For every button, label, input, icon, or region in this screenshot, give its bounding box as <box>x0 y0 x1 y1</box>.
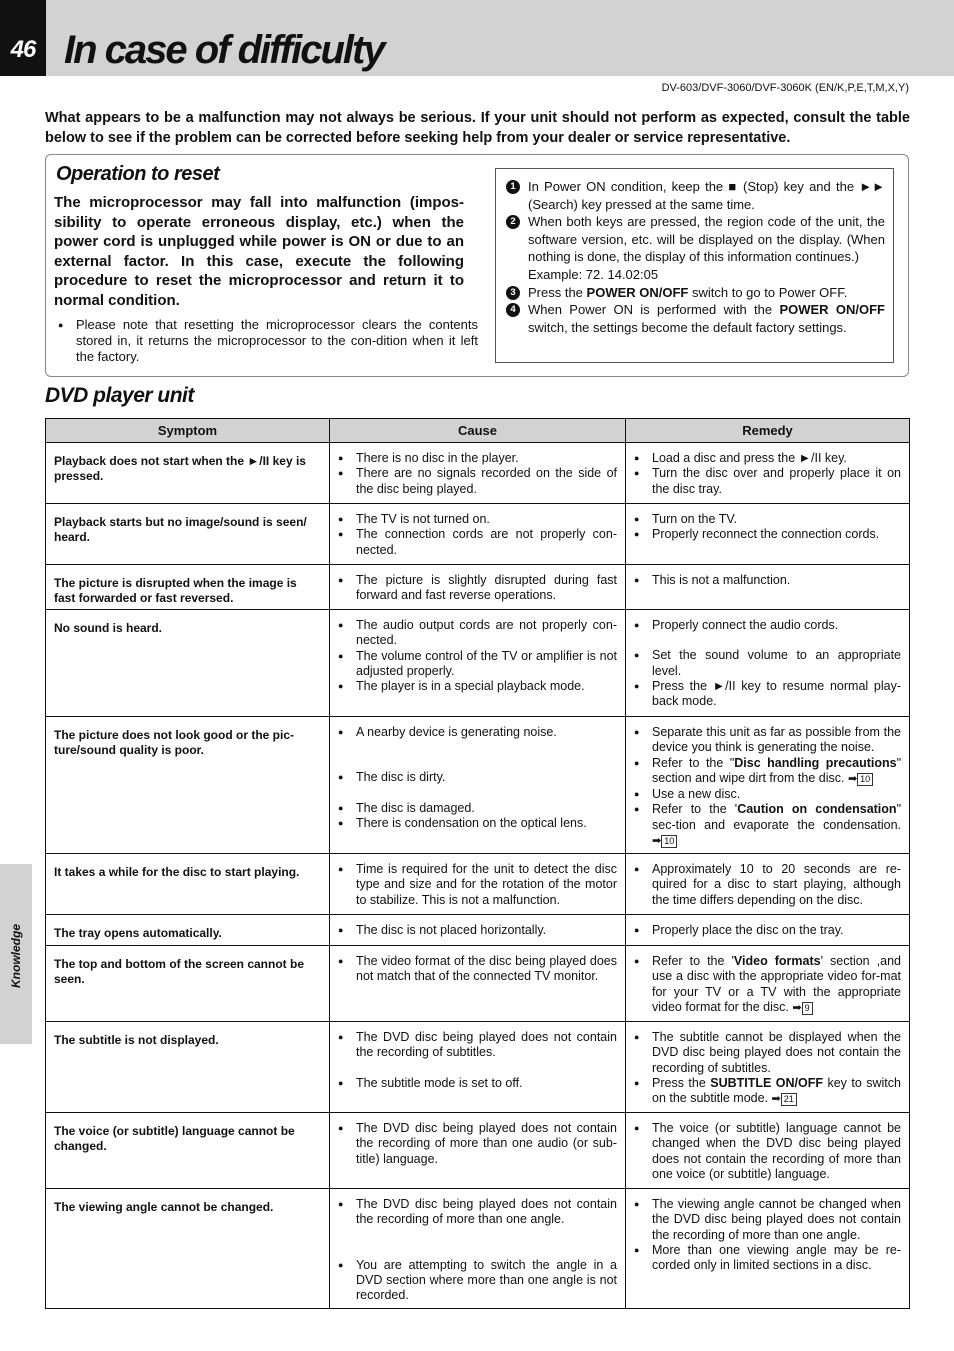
symptom-cell: No sound is heard. <box>46 610 330 717</box>
column-header-remedy: Remedy <box>626 419 910 443</box>
step-number-icon: 4 <box>506 303 520 317</box>
cause-cell <box>330 443 626 504</box>
remedy-cell <box>626 504 910 565</box>
column-header-symptom: Symptom <box>46 419 330 443</box>
remedy-item: ● More than one viewing angle may be re-corded only in limited sections in a disc. <box>634 1243 901 1274</box>
cause-item: ● There is no disc in the player. <box>338 451 617 466</box>
remedy-text: " section and wipe dirt from the disc. <box>652 755 901 785</box>
page-reference: ➡ 21 <box>772 1093 797 1105</box>
reset-description: The microprocessor may fall into malfunction (impos-sibility to operate erroneous display, etc.) when the power cord is unplugged while power is ON or due to an external factor. In this case, execute the following procedure to reset the microprocessor and return it to normal condition. <box>54 194 464 309</box>
cause-item: ● The player is in a special playback mode. <box>338 679 617 694</box>
reset-step <box>506 213 885 266</box>
remedy-text: Press the <box>652 1075 711 1090</box>
remedy-cell <box>626 854 910 915</box>
cause-cell <box>330 610 626 717</box>
step-text: Press the <box>528 284 587 300</box>
remedy-item: ● Press the ►/II key to resume normal play-back mode. <box>634 679 901 710</box>
step-number-icon: 3 <box>506 286 520 300</box>
intro-paragraph: What appears to be a malfunction may not always be serious. If your unit should not perform as expected, consult the table below to see if the problem can be corrected before seeking help from your dealer or service representative. <box>45 110 910 146</box>
symptom-cell: The subtitle is not displayed. <box>46 1022 330 1113</box>
cause-item: ● The subtitle mode is set to off. <box>338 1076 617 1091</box>
remedy-item: ● Turn the disc over and properly place it on the disc tray. <box>634 466 901 497</box>
remedy-key-label: SUBTITLE ON/OFF <box>710 1075 824 1090</box>
table-row <box>46 504 910 565</box>
remedy-cell <box>626 915 910 946</box>
cause-item: ● You are attempting to switch the angle in a DVD section where more than one angle is not recorded. <box>338 1258 617 1304</box>
cause-cell <box>330 1113 626 1189</box>
cause-cell <box>330 1022 626 1113</box>
cause-item: ● The disc is damaged. <box>338 801 617 816</box>
table-row <box>46 915 910 946</box>
cause-item: ● The DVD disc being played does not contain the recording of more than one angle. <box>338 1197 617 1228</box>
remedy-text: key to switch on the subtitle mode. <box>652 1075 901 1106</box>
table-row <box>46 1189 910 1309</box>
remedy-cell <box>626 946 910 1022</box>
cause-item: ● There is condensation on the optical lens. <box>338 816 617 831</box>
page-number: 46 <box>10 36 36 63</box>
remedy-cell <box>626 1022 910 1113</box>
page-reference: ➡ 10 <box>652 835 677 847</box>
page-reference-number: 10 <box>857 773 873 786</box>
remedy-item: ● Separate this unit as far as possible from the device you think is generating the noise. <box>634 725 901 756</box>
remedy-item <box>634 1076 901 1108</box>
reset-step-example <box>506 266 885 284</box>
cause-item: ● The DVD disc being played does not contain the recording of subtitles. <box>338 1030 617 1061</box>
symptom-cell: The picture does not look good or the pic-ture/sound quality is poor. <box>46 717 330 854</box>
symptom-cell: The top and bottom of the screen cannot be seen. <box>46 946 330 1022</box>
step-text: switch, the settings become the default factory settings. <box>528 319 847 335</box>
step-key-label: POWER ON/OFF <box>586 284 689 300</box>
table-row <box>46 1022 910 1113</box>
remedy-section-name: Disc handling precautions <box>734 755 897 770</box>
page-title: In case of difficulty <box>64 28 384 72</box>
symptom-cell: Playback starts but no image/sound is seen/ heard. <box>46 504 330 565</box>
symptom-cell: The picture is disrupted when the image is fast forwarded or fast reversed. <box>46 565 330 610</box>
remedy-text: Refer to the ' <box>652 954 734 968</box>
table-row <box>46 1113 910 1189</box>
remedy-item: ● Set the sound volume to an appropriate level. <box>634 648 901 679</box>
page-reference-number: 10 <box>661 835 677 848</box>
cause-item: ● The disc is not placed horizontally. <box>338 923 617 938</box>
table-row <box>46 610 910 717</box>
step-text: In Power ON condition, keep the ■ (Stop) key and the ►► (Search) key pressed at the same time. <box>528 179 885 212</box>
reset-step <box>506 301 885 336</box>
symptom-cell: The viewing angle cannot be changed. <box>46 1189 330 1309</box>
cause-item: ● The volume control of the TV or amplifier is not adjusted properly. <box>338 649 617 680</box>
remedy-item: ● Approximately 10 to 20 seconds are re-quired for a disc to start playing, although the time differs depending on the disc. <box>634 862 901 908</box>
reset-section <box>45 154 909 377</box>
cause-item: ● The DVD disc being played does not contain the recording of more than one audio (or sub-title) language. <box>338 1121 617 1167</box>
step-key-label: POWER ON/OFF <box>779 302 885 318</box>
cause-cell <box>330 565 626 610</box>
cause-item: ● Time is required for the unit to detect the disc type and size and for the rotation of the motor to stabilize. This is not a malfunction. <box>338 862 617 908</box>
remedy-cell <box>626 610 910 717</box>
remedy-item: ● Properly reconnect the connection cords. <box>634 527 901 542</box>
step-text: Example: 72. 14.02:05 <box>528 266 659 282</box>
remedy-item: ● The subtitle cannot be displayed when the DVD disc being played does not contain the recording of subtitles. <box>634 1030 901 1076</box>
remedy-item: ● The voice (or subtitle) language cannot be changed when the DVD disc being played does not contain the recording of more than one voice (or subtitle) language. <box>634 1121 901 1182</box>
reset-title: Operation to reset <box>56 163 220 185</box>
page-reference-number: 21 <box>781 1093 797 1106</box>
reset-step <box>506 284 885 302</box>
remedy-cell <box>626 565 910 610</box>
step-text: When both keys are pressed, the region code of the unit, the software version, etc. will be displayed on the display. (When nothing is done, the display of this information continues.) <box>528 214 885 265</box>
step-text: switch to go to Power OFF. <box>688 284 848 300</box>
cause-item: ● The connection cords are not properly con-nected. <box>338 527 617 558</box>
side-tab <box>0 864 32 1044</box>
remedy-section-name: Video formats <box>733 954 821 968</box>
cause-cell <box>330 504 626 565</box>
remedy-cell <box>626 443 910 504</box>
page-reference: ➡ 9 <box>792 1002 812 1014</box>
remedy-item <box>634 802 901 849</box>
remedy-item: ● Use a new disc. <box>634 787 901 802</box>
cause-cell <box>330 854 626 915</box>
side-tab-label: Knowledge <box>9 923 23 989</box>
remedy-text: " sec-tion and evaporate the condensation. <box>652 802 901 832</box>
remedy-text: ' section ,and use a disc with the appropriate video for-mat for your TV or a TV with the appropriate video format for the disc. <box>652 954 901 1014</box>
remedy-section-name: Caution on condensation <box>737 802 897 817</box>
symptom-cell: It takes a while for the disc to start playing. <box>46 854 330 915</box>
remedy-text: Refer to the " <box>652 755 735 770</box>
cause-cell <box>330 717 626 854</box>
cause-item: ● A nearby device is generating noise. <box>338 725 617 740</box>
remedy-item: ● The viewing angle cannot be changed when the DVD disc being played does not contain the recording of more than one angle. <box>634 1197 901 1243</box>
cause-item: ● The audio output cords are not properly con-nected. <box>338 618 617 649</box>
reset-note: ● Please note that resetting the microprocessor clears the contents stored in, it returns the microprocessor to the con-dition when it left the factory. <box>58 317 478 365</box>
remedy-text: Refer to the ' <box>652 802 738 817</box>
column-header-cause: Cause <box>330 419 626 443</box>
remedy-cell <box>626 1113 910 1189</box>
cause-item: ● There are no signals recorded on the side of the disc being played. <box>338 466 617 497</box>
cause-cell <box>330 1189 626 1309</box>
remedy-item: ● This is not a malfunction. <box>634 573 901 588</box>
table-row <box>46 443 910 504</box>
reset-steps <box>495 168 894 363</box>
step-number-icon: 1 <box>506 180 520 194</box>
reset-step <box>506 178 885 213</box>
cause-item: ● The picture is slightly disrupted during fast forward and fast reverse operations. <box>338 573 617 604</box>
table-row <box>46 946 910 1022</box>
model-number: DV-603/DVF-3060/DVF-3060K (EN/K,P,E,T,M,X,Y) <box>661 82 909 94</box>
cause-cell <box>330 915 626 946</box>
symptom-cell: Playback does not start when the ►/II key is pressed. <box>46 443 330 504</box>
cause-cell <box>330 946 626 1022</box>
remedy-cell <box>626 1189 910 1309</box>
cause-item: ● The TV is not turned on. <box>338 512 617 527</box>
remedy-item: ● Properly connect the audio cords. <box>634 618 901 633</box>
table-row <box>46 565 910 610</box>
symptom-cell: The voice (or subtitle) language cannot be changed. <box>46 1113 330 1189</box>
table-row <box>46 717 910 854</box>
page-reference: ➡ 10 <box>848 773 873 785</box>
remedy-item: ● Turn on the TV. <box>634 512 901 527</box>
remedy-item <box>634 756 901 788</box>
step-text: When Power ON is performed with the <box>528 302 780 318</box>
step-number-icon: 2 <box>506 215 520 229</box>
remedy-item <box>634 954 901 1016</box>
symptom-cell: The tray opens automatically. <box>46 915 330 946</box>
table-row <box>46 854 910 915</box>
table-header-row <box>46 419 910 443</box>
troubleshooting-table <box>45 418 910 1309</box>
cause-item: ● The video format of the disc being played does not match that of the connected TV monitor. <box>338 954 617 985</box>
cause-item: ● The disc is dirty. <box>338 770 617 785</box>
page-number-box <box>0 0 46 76</box>
remedy-item: ● Load a disc and press the ►/II key. <box>634 451 901 466</box>
remedy-cell <box>626 717 910 854</box>
remedy-item: ● Properly place the disc on the tray. <box>634 923 901 938</box>
dvd-section-title: DVD player unit <box>45 384 194 407</box>
page-reference-number: 9 <box>802 1002 813 1015</box>
